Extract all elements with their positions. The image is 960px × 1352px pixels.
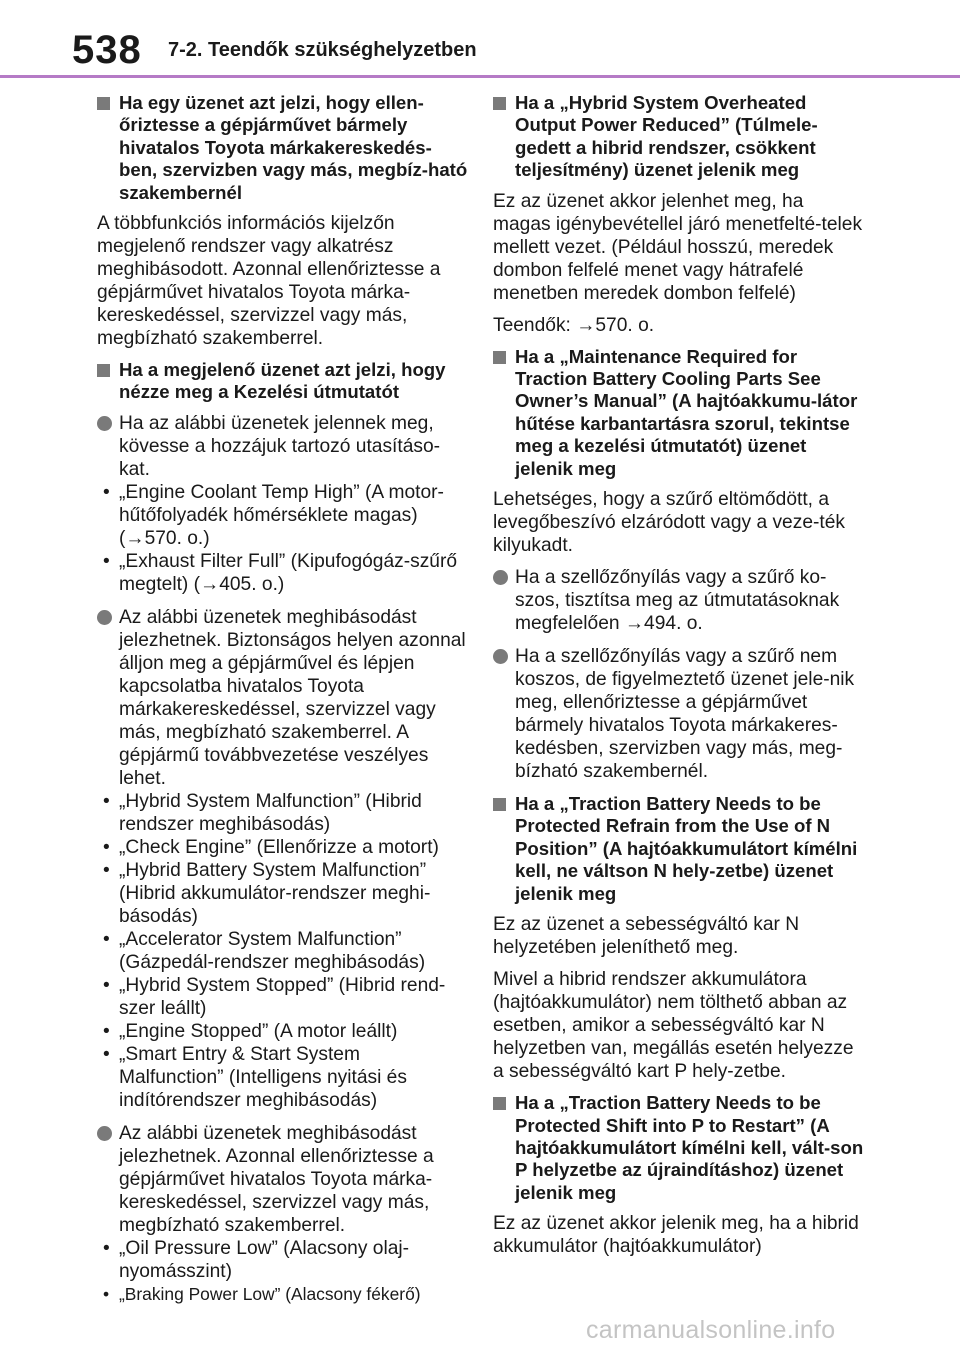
message-item: • „Oil Pressure Low” (Alacsony olaj-nyomásszint) [97, 1237, 469, 1283]
paragraph: Ez az üzenet akkor jelenik meg, ha a hibrid akkumulátor (hajtóakkumulátor) [493, 1213, 859, 1258]
bullet-item [493, 645, 865, 783]
left-column [97, 92, 469, 1316]
bullet-item [97, 606, 469, 790]
bullet-item [97, 1122, 469, 1237]
page-header [0, 0, 960, 80]
paragraph: A többfunkciós információs kijelzőn megjelenő rendszer vagy alkatrész meghibásodott. Azonnal ellenőriztesse a gépjárművet hivatalos Toyota márka-kereskedéssel, szervizzel vagy más, megbízható szakemberrel. [97, 213, 441, 350]
message-item: • „Hybrid Battery System Malfunction” (Hibrid akkumulátor-rendszer meghi-básodás) [97, 859, 469, 928]
paragraph: Ez az üzenet akkor jelenhet meg, ha magas igénybevétellel járó menetfelté-telek mellett vezet. (Például hosszú, meredek dombon felfelé menet vagy hátrafelé menetben meredek dombon felfelé) [493, 190, 863, 304]
bullet-group [97, 412, 469, 596]
paragraph: Lehetséges, hogy a szűrő eltömődött, a levegőbeszívó elzáródott vagy a veze-ték kilyukadt. [493, 489, 845, 557]
bullet-text: Az alábbi üzenetek meghibásodást jelezhetnek. Biztonságos helyen azonnal álljon meg a gépjárművel és lépjen kapcsolatba hivatalos Toyota márkakereskedéssel, szervizzel vagy más, megbízható szakemberrel. A gépjármű továbbvezetése veszélyes lehet. [119, 606, 466, 789]
section-title: 7-2. Teendők szükséghelyzetben [168, 39, 477, 61]
bullet-dot-icon [97, 610, 112, 625]
message-item: • „Check Engine” (Ellenőrizze a motort) [97, 836, 469, 859]
message-item: • „Hybrid System Malfunction” (Hibrid rendszer meghibásodás) [97, 790, 469, 836]
bullet-group [97, 606, 469, 1112]
message-item: • „Braking Power Low” (Alacsony fékerő) [97, 1283, 469, 1306]
heading-shift-into-p: Ha a „Traction Battery Needs to be Protected Shift into P to Restart” (A hajtóakkumulátort kímélni kell, vált-son P helyzetbe az újraindításhoz) üzenet jelenik meg [493, 1092, 865, 1204]
bullet-dot-icon [493, 570, 508, 585]
bullet-item [97, 412, 469, 481]
message-item: • „Engine Stopped” (A motor leállt) [97, 1020, 469, 1043]
message-item: • „Hybrid System Stopped” (Hibrid rend-szer leállt) [97, 974, 469, 1020]
watermark: carmanualsonline.info [586, 1316, 836, 1344]
heading-hybrid-overheated: Ha a „Hybrid System Overheated Output Power Reduced” (Túlmele-gedett a hibrid rendszer, csökkent teljesítmény) üzenet jelenik meg [493, 92, 865, 182]
message-item: • „Smart Entry & Start System Malfunction” (Intelligens nyitási és indítórendszer meghibásodás) [97, 1043, 469, 1112]
header-divider [0, 75, 960, 78]
bullet-text: Az alábbi üzenetek meghibásodást jelezhetnek. Azonnal ellenőriztesse a gépjárművet hivatalos Toyota márka-kereskedéssel, szervizzel vagy más, megbízható szakemberrel. [119, 1122, 434, 1236]
bullet-dot-icon [493, 649, 508, 664]
bullet-item [493, 566, 865, 635]
message-item: • „Engine Coolant Temp High” (A motor-hűtőfolyadék hőmérséklete magas) (→570. o.) [97, 481, 469, 550]
heading-refrain-n-position: Ha a „Traction Battery Needs to be Protected Refrain from the Use of N Position” (A hajtóakkumulátort kímélni kell, ne váltson N hely-zetbe) üzenet jelenik meg [493, 793, 865, 905]
right-column [493, 92, 865, 1267]
bullet-text: Ha a szellőzőnyílás vagy a szűrő ko-szos, tisztítsa meg az útmutatásoknak megfelelően →494. o. [515, 567, 840, 635]
heading-see-manual: Ha a megjelenő üzenet azt jelzi, hogy nézze meg a Kezelési útmutatót [97, 359, 469, 404]
bullet-dot-icon [97, 1126, 112, 1141]
heading-contact-dealer: Ha egy üzenet azt jelzi, hogy ellen-őriztesse a gépjárművet bármely hivatalos Toyota márkakereskedés-ben, szervizben vagy más, megbíz-ható szakembernél [97, 92, 469, 204]
paragraph: Ez az üzenet a sebességváltó kar N helyzetében jeleníthető meg. [493, 914, 800, 959]
page-number: 538 [72, 28, 142, 72]
bullet-dot-icon [97, 416, 112, 431]
message-item: • „Accelerator System Malfunction” (Gázpedál-rendszer meghibásodás) [97, 928, 469, 974]
paragraph: Mivel a hibrid rendszer akkumulátora (hajtóakkumulátor) nem tölthető abban az esetben, amikor a sebességváltó kar N helyzetben van, megállás esetén helyezze a sebességváltó kart P hely-zetbe. [493, 969, 854, 1083]
message-item: • „Exhaust Filter Full” (Kipufogógáz-szűrő megtelt) (→405. o.) [97, 550, 469, 596]
bullet-group [97, 1122, 469, 1306]
heading-battery-cooling: Ha a „Maintenance Required for Traction Battery Cooling Parts See Owner’s Manual” (A hajtóakkumu-látor hűtése karbantartásra szorul, tekintse meg a kezelési útmutatót) üzenet jelenik meg [493, 346, 865, 480]
bullet-text: Ha az alábbi üzenetek jelennek meg, kövesse a hozzájuk tartozó utasításo-kat. [119, 412, 441, 480]
paragraph: Teendők: →570. o. [493, 314, 655, 336]
bullet-text: Ha a szellőzőnyílás vagy a szűrő nem koszos, de figyelmeztető üzenet jele-nik meg, ellenőriztesse a gépjárművet bármely hivatalos Toyota márkakeres-kedésben, szervizben vagy más, meg-bízható szakembernél. [515, 646, 855, 783]
